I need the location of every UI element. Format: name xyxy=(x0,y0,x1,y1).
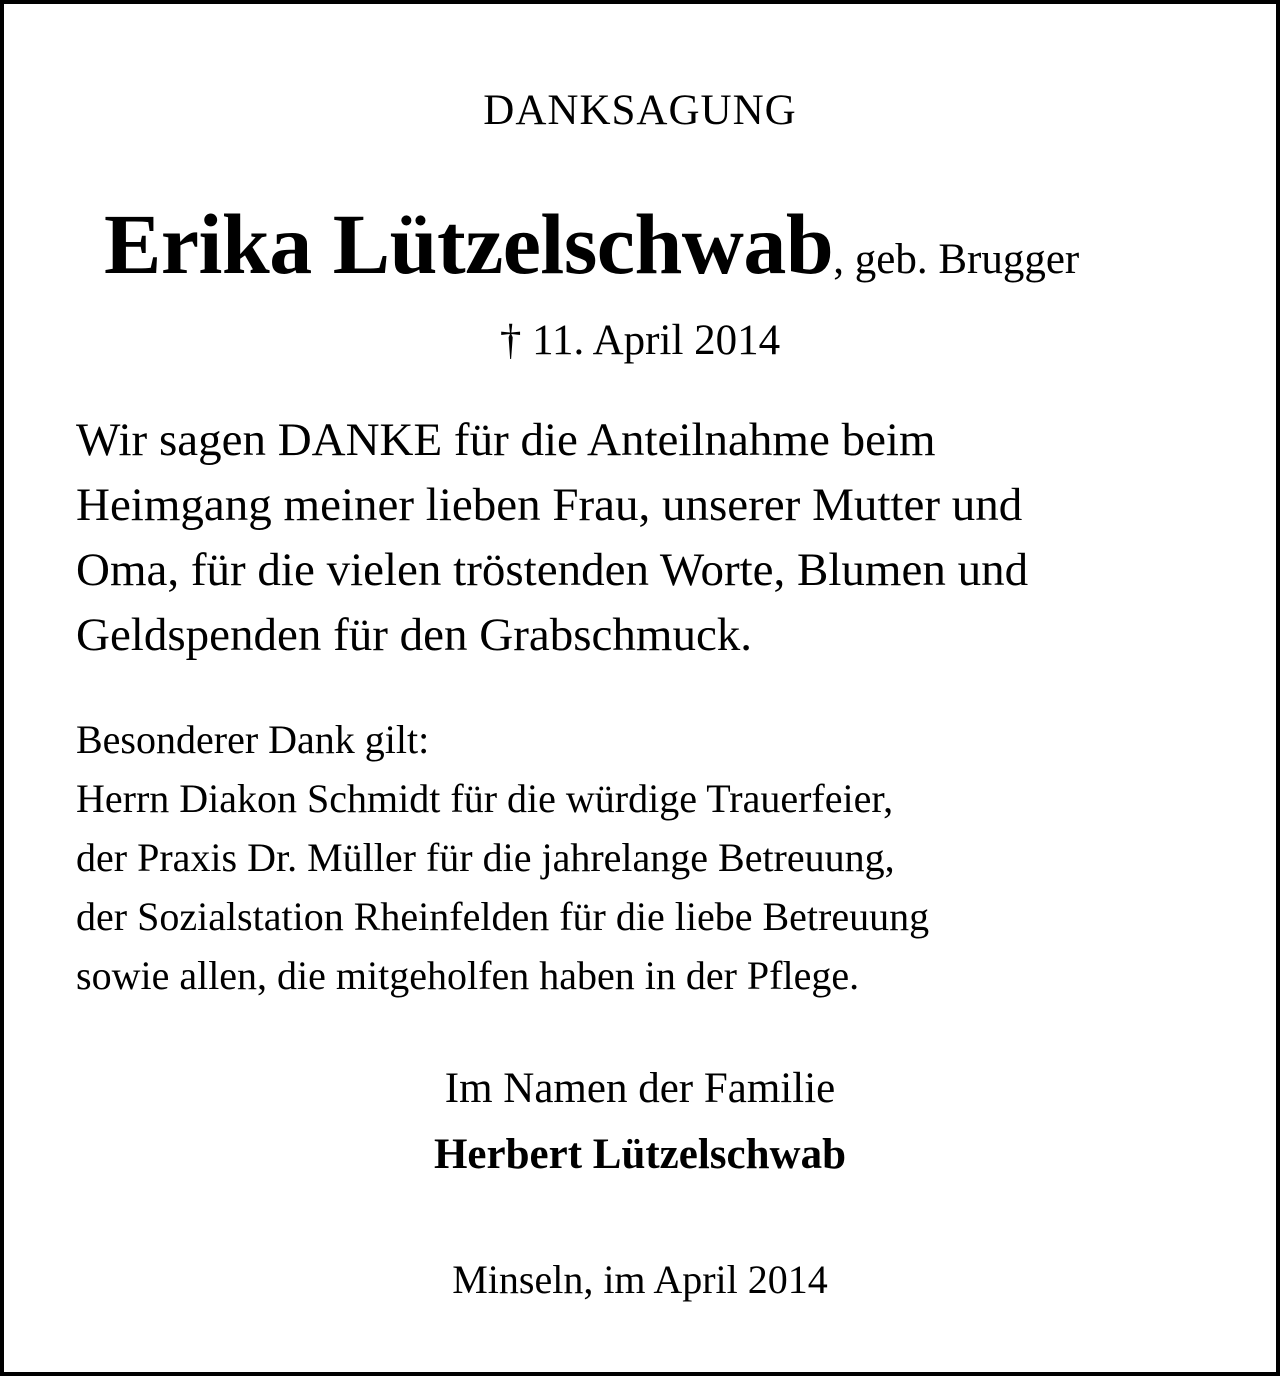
place-and-date: Minseln, im April 2014 xyxy=(452,1257,828,1302)
special-thanks-intro: Besonderer Dank gilt: xyxy=(76,717,430,762)
signature-name: Herbert Lützelschwab xyxy=(433,1131,846,1178)
death-date: † 11. April 2014 xyxy=(499,317,781,364)
message-line: Heimgang meiner lieben Frau, unserer Mutter und xyxy=(76,479,1023,531)
special-thanks xyxy=(76,710,929,1005)
deceased-name: Erika Lützelschwab xyxy=(104,196,834,292)
special-thanks-line: der Praxis Dr. Müller für die jahrelange Betreuung, xyxy=(76,835,895,880)
thank-you-message xyxy=(76,408,1028,668)
deceased-birth-name: , geb. Brugger xyxy=(833,236,1080,283)
special-thanks-line: der Sozialstation Rheinfelden für die liebe Betreuung xyxy=(76,894,930,939)
notice-heading: DANKSAGUNG xyxy=(483,87,797,134)
special-thanks-line: Herrn Diakon Schmidt für die würdige Trauerfeier, xyxy=(76,776,894,821)
message-line: Wir sagen DANKE für die Anteilnahme beim xyxy=(76,414,936,466)
signature-intro: Im Namen der Familie xyxy=(444,1065,836,1112)
special-thanks-line: sowie allen, die mitgeholfen haben in der Pflege. xyxy=(76,953,860,998)
deceased-name-line xyxy=(104,194,1079,294)
message-line: Oma, für die vielen tröstenden Worte, Blumen und xyxy=(76,544,1029,596)
message-line: Geldspenden für den Grabschmuck. xyxy=(76,609,753,661)
